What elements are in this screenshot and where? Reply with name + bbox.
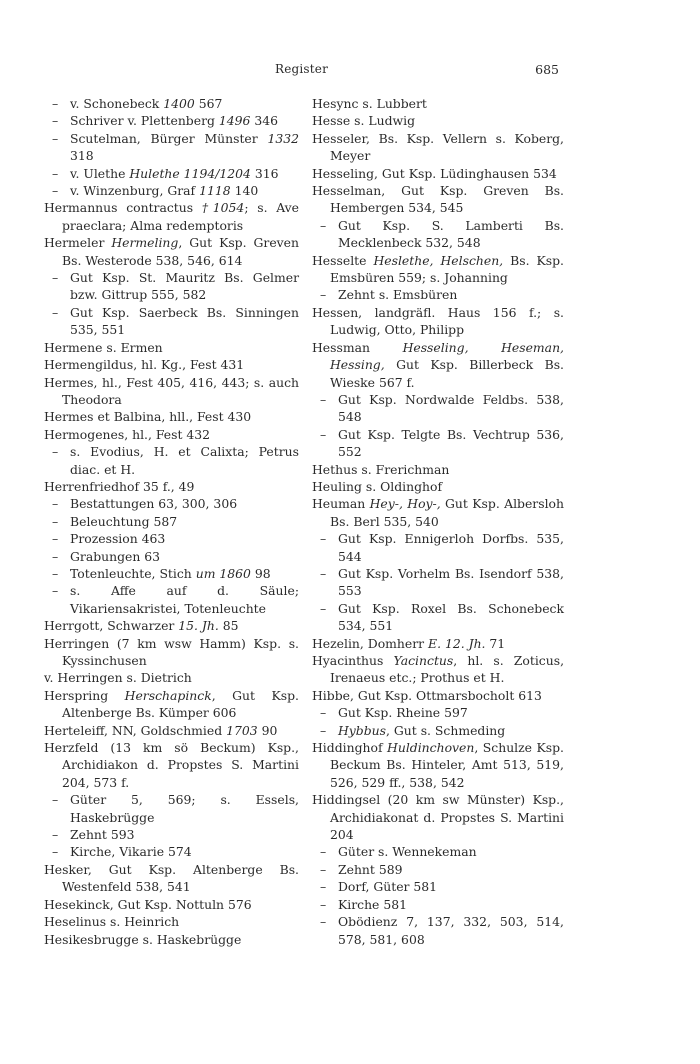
entry-text: Obödienz 7, 137, 332, 503, 514, 578, 581, 608 [338,914,564,947]
index-entry [312,95,564,112]
index-entry [44,931,299,948]
index-entry [312,739,564,791]
index-subentry [312,600,564,635]
index-entry [312,635,564,652]
entry-text: s. Evodius, H. et Calixta; Petrus diac. et H. [70,444,299,477]
entry-text: Zehnt 593 [70,827,135,843]
entry-text: Hesekinck, Gut Ksp. Nottuln 576 [44,896,252,912]
entry-text-italic: E. 12. Jh. [428,635,486,651]
entry-text: Herrenfriedhof 35 f., 49 [44,478,195,494]
entry-text: Herringen (7 km wsw Hamm) Ksp. s. Kyssinchusen [44,635,299,668]
index-subentry [312,426,564,461]
index-entry [312,130,564,165]
entry-text: , hl. s. Zoticus, Irenaeus etc.; Prothus et H. [330,653,565,686]
page-header [44,62,559,82]
index-subentry [312,861,564,878]
running-title: Register [274,62,329,76]
entry-text: Herrgott, Schwarzer [44,618,179,634]
entry-text: ; s. Ave praeclara; Alma redemptoris [62,200,299,233]
index-subentry [44,548,299,565]
entry-text: Gut Ksp. Nordwalde Feldbs. 538, 548 [338,391,564,425]
entry-text: 140 [230,183,259,199]
index-subentry [44,130,299,165]
index-subentry [44,165,299,182]
index-subentry [44,495,299,512]
entry-text: s. Affe auf d. Säule; Vikariensakristei, Totenleuchte [70,583,299,616]
entry-text: Zehnt s. Emsbüren [338,287,458,303]
index-entry [44,408,299,425]
entry-text: Hesseling, Gut Ksp. Lüdinghausen 534 [312,165,557,181]
index-entry [312,495,564,530]
entry-text: , Gut Ksp. Greven Bs. Westerode 538, 546, 614 [62,235,299,268]
index-entry [44,687,299,722]
entry-text: 90 [257,722,278,738]
index-entry [44,635,299,670]
index-entry [312,165,564,182]
entry-text: Bs. Ksp. Emsbüren 559; s. Johanning [330,252,565,286]
entry-text: Gut Ksp. Vorhelm Bs. Isendorf 538, 553 [338,565,564,599]
entry-text-italic: Hybbus [338,722,387,738]
entry-text-italic: †1054 [201,200,245,216]
entry-text-italic: Hermeling [111,235,179,251]
entry-text: Gut Ksp. S. Lamberti Bs. Mecklenbeck 532, 548 [338,217,564,251]
index-subentry [312,286,564,303]
entry-text: Grabungen 63 [70,548,161,564]
page-number: 685 [535,62,559,77]
index-entry [44,722,299,739]
index-subentry [44,182,299,199]
entry-text: Hiddingsel (20 km sw Münster) Ksp., Archidiakonat d. Propstes S. Martini 204 [312,792,564,843]
index-column-left [44,95,299,948]
index-entry [312,652,564,687]
index-entry [44,669,299,686]
entry-text-italic: Hey-, Hoy-, [369,496,441,512]
entry-text: Hermes, hl., Fest 405, 416, 443; s. auch Theodora [44,374,299,407]
index-entry [44,739,299,791]
index-entry [44,339,299,356]
index-subentry [312,391,564,426]
entry-text: Hesselman, Gut Ksp. Greven Bs. Hembergen 534, 545 [312,183,564,216]
entry-text-italic: 15. Jh. [178,618,219,634]
entry-text: Gut Ksp. Ennigerloh Dorfbs. 535, 544 [338,531,564,564]
entry-text-italic: Herschapinck [124,687,212,703]
entry-text: Hesync s. Lubbert [312,96,427,111]
index-subentry [312,530,564,565]
index-subentry [44,826,299,843]
index-subentry [44,791,299,826]
entry-text: Totenleuchte, Stich [70,565,196,581]
entry-text: 318 [70,148,94,164]
index-entry [312,339,564,391]
entry-text: Hermes et Balbina, hll., Fest 430 [44,409,252,425]
index-entry [44,896,299,913]
entry-text: 567 [194,96,223,111]
entry-text: Güter 5, 569; s. Essels, Haskebrügge [70,792,299,825]
entry-text: Heselinus s. Heinrich [44,914,180,930]
entry-text: Hethus s. Frerichman [312,461,450,477]
entry-text: Gut Ksp. St. Mauritz Bs. Gelmer bzw. Gittrup 555, 582 [70,270,299,303]
index-entry [312,182,564,217]
index-subentry [44,304,299,339]
entry-text: Beleuchtung 587 [70,513,178,529]
entry-text: v. Herringen s. Dietrich [44,670,192,686]
index-subentry [44,269,299,304]
entry-text: Gut Ksp. Billerbeck Bs. Wieske 567 f. [330,357,564,390]
index-subentry [312,217,564,252]
index-entry [44,478,299,495]
entry-text: Hessen, landgräfl. Haus 156 f.; s. Ludwig, Otto, Philipp [312,304,564,338]
entry-text: Hermene s. Ermen [44,339,163,355]
entry-text: Hezelin, Domherr [312,635,429,651]
index-entry [312,112,564,129]
entry-text: Herspring [44,687,125,703]
entry-text: , Gut s. Schmeding [386,722,506,738]
entry-text: , Schulze Ksp. Beckum Bs. Hinteler, Amt 513, 519, 526, 529 ff., 538, 542 [330,740,564,790]
entry-text: 98 [250,565,271,581]
index-entry [312,304,564,339]
entry-text-italic: Hesseling, Heseman, Hessing, [330,339,564,373]
entry-text-italic: 1703 [226,722,258,738]
entry-text: Scutelman, Bürger Münster [70,130,268,146]
entry-text-italic: Huldinchoven [387,740,475,756]
index-entry [312,791,564,843]
entry-text-italic: Hulethe 1194/1204 [129,165,251,181]
index-subentry [44,843,299,860]
entry-text: Hesselte [312,252,374,268]
entry-text: 85 [218,618,239,634]
entry-text: Hermengildus, hl. Kg., Fest 431 [44,357,245,373]
index-entry [312,478,564,495]
entry-text-italic: Heslethe, Helschen, [373,252,504,268]
index-entry [312,687,564,704]
entry-text: Hibbe, Gut Ksp. Ottmarsbocholt 613 [312,687,542,703]
entry-text-italic: 1332 [267,130,299,146]
entry-text: Hermannus contractus [44,200,202,216]
entry-text: v. Ulethe [70,165,130,181]
entry-text: Hesker, Gut Ksp. Altenberge Bs. Westenfeld 538, 541 [44,861,299,895]
entry-text: Prozession 463 [70,531,166,547]
entry-text: Herzfeld (13 km sö Beckum) Ksp., Archidiakon d. Propstes S. Martini 204, 573 f. [44,740,299,790]
entry-text: Heuling s. Oldinghof [312,478,443,494]
entry-text: Dorf, Güter 581 [338,879,438,895]
index-subentry [312,722,564,739]
index-subentry [44,112,299,129]
index-subentry [312,565,564,600]
index-column-right [312,95,564,948]
entry-text: 346 [250,113,278,129]
entry-text: Güter s. Wennekeman [338,844,477,860]
entry-text: , Gut Ksp. Altenberge Bs. Kümper 606 [62,687,299,721]
entry-text: Hessman [312,339,403,355]
index-entry [44,913,299,930]
entry-text: v. Winzenburg, Graf [70,183,200,199]
index-entry [44,199,299,234]
index-subentry [312,878,564,895]
index-entry [44,617,299,634]
index-subentry [44,95,299,112]
index-entry [44,234,299,269]
entry-text: Heuman [312,496,370,512]
entry-text-italic: 1118 [199,183,231,199]
index-subentry [44,530,299,547]
index-entry [44,356,299,373]
entry-text: Hermogenes, hl., Fest 432 [44,426,211,442]
index-entry [44,861,299,896]
entry-text-italic: 1400 [163,96,195,111]
index-subentry [44,513,299,530]
index-entry [44,374,299,409]
index-subentry [44,565,299,582]
entry-text: Hesse s. Ludwig [312,113,416,129]
entry-text: Hermeler [44,235,112,251]
index-entry [312,252,564,287]
entry-text-italic: Yacinctus [393,653,454,668]
index-subentry [312,896,564,913]
entry-text-italic: 1496 [218,113,251,129]
entry-text: Kirche 581 [338,896,407,912]
entry-text: Gut Ksp. Roxel Bs. Schonebeck 534, 551 [338,600,564,634]
entry-text-italic: um 1860 [195,565,251,581]
index-entry [312,461,564,478]
index-subentry [44,443,299,478]
entry-text: Gut Ksp. Saerbeck Bs. Sinningen 535, 551 [70,304,299,338]
entry-text: Hesikesbrugge s. Haskebrügge [44,931,242,947]
index-subentry [44,582,299,617]
index-subentry [312,843,564,860]
entry-text: Kirche, Vikarie 574 [70,844,192,860]
entry-text: 316 [250,165,279,181]
entry-text: Schriver v. Plettenberg [70,113,219,129]
entry-text: Herteleiff, NN, Goldschmied [44,722,227,738]
entry-text: 71 [485,635,506,651]
entry-text: Gut Ksp. Rheine 597 [338,705,468,721]
entry-text: v. Schonebeck [70,96,164,111]
entry-text: Hiddinghof [312,740,388,756]
entry-text: Gut Ksp. Albersloh Bs. Berl 535, 540 [330,496,564,529]
entry-text: Bestattungen 63, 300, 306 [70,496,238,512]
entry-text: Hesseler, Bs. Ksp. Vellern s. Koberg, Meyer [312,130,564,164]
index-subentry [312,913,564,948]
entry-text: Gut Ksp. Telgte Bs. Vechtrup 536, 552 [338,426,564,460]
entry-text: Hyacinthus [312,653,394,668]
index-entry [44,426,299,443]
index-subentry [312,704,564,721]
entry-text: Zehnt 589 [338,861,403,877]
